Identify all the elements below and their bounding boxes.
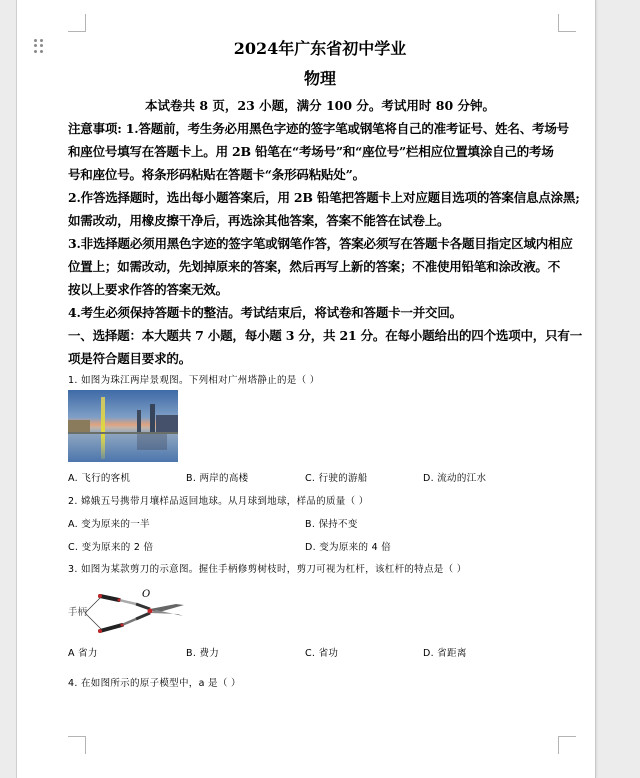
pearl-river-photo — [68, 390, 178, 462]
q1-option-d: D. 流动的江水 — [423, 473, 487, 484]
question-1: 1. 如图为珠江两岸景观图。下列相对广州塔静止的是（ ） — [68, 375, 320, 386]
q2-option-b: B. 保持不变 — [305, 519, 358, 530]
margin-corner-top-left — [68, 14, 86, 32]
section-heading: 项是符合题目要求的。 — [68, 351, 192, 366]
notes-line: 2.作答选择题时，选出每小题答案后，用 2B 铅笔把答题卡上对应题目选项的答案信息点涂黑; — [68, 190, 580, 205]
margin-corner-bottom-right — [558, 736, 576, 754]
q2-option-d: D. 变为原来的 4 倍 — [305, 542, 392, 553]
q1-option-b: B. 两岸的高楼 — [186, 473, 249, 484]
notes-line: 3.非选择题必须用黑色字迹的签字笔或钢笔作答，答案必须写在答题卡各题目指定区域内相应 — [68, 236, 573, 251]
q3-option-c: C. 省功 — [305, 648, 339, 659]
handle-label: 手柄 — [68, 607, 88, 618]
q3-option-a: A 省力 — [68, 648, 98, 659]
q1-option-c: C. 行驶的游船 — [305, 473, 368, 484]
q1-option-a: A. 飞行的客机 — [68, 473, 131, 484]
exam-info: 本试卷共 8 页，23 小题，满分 100 分。考试用时 80 分钟。 — [144, 98, 496, 113]
notes-line: 和座位号填写在答题卡上。用 2B 铅笔在“考场号”和“座位号”栏相应位置填涂自己的考场 — [68, 144, 554, 159]
q3-option-d: D. 省距离 — [423, 648, 467, 659]
notes-line: 按以上要求作答的答案无效。 — [68, 282, 228, 297]
notes-line: 如需改动，用橡皮擦干净后，再选涂其他答案，答案不能答在试卷上。 — [68, 213, 450, 228]
document-page — [16, 0, 596, 778]
notes-line: 号和座位号。将条形码粘贴在答题卡“条形码粘贴处”。 — [68, 167, 365, 182]
question-3: 3. 如图为某款剪刀的示意图。握住手柄修剪树枝时，剪刀可视为杠杆，该杠杆的特点是（ ） — [68, 564, 467, 575]
notes-line: 注意事项: 1.答题前，考生务必用黑色字迹的签字笔或钢笔将自己的准考证号、姓名、考场号 — [68, 121, 569, 136]
section-heading: 一、选择题：本大题共 7 小题，每小题 3 分，共 21 分。在每小题给出的四个选项中，只有一 — [68, 328, 583, 343]
notes-line: 4.考生必须保持答题卡的整洁。考试结束后，将试卷和答题卡一并交回。 — [68, 305, 462, 320]
document-title: 2024年广东省初中学业 — [233, 39, 407, 58]
q2-option-a: A. 变为原来的一半 — [68, 519, 150, 530]
notes-line: 位置上；如需改动，先划掉原来的答案，然后再写上新的答案；不准使用铅笔和涂改液。不 — [68, 259, 561, 274]
pivot-label: O — [142, 589, 151, 600]
document-subject: 物理 — [303, 69, 336, 88]
question-2: 2. 嫦娥五号携带月壤样品返回地球。从月球到地球，样品的质量（ ） — [68, 496, 369, 507]
margin-corner-bottom-left — [68, 736, 86, 754]
question-4: 4. 在如图所示的原子模型中，a 是（ ） — [68, 678, 241, 689]
q3-option-b: B. 费力 — [186, 648, 220, 659]
q2-option-c: C. 变为原来的 2 倍 — [68, 542, 154, 553]
margin-corner-top-right — [558, 14, 576, 32]
